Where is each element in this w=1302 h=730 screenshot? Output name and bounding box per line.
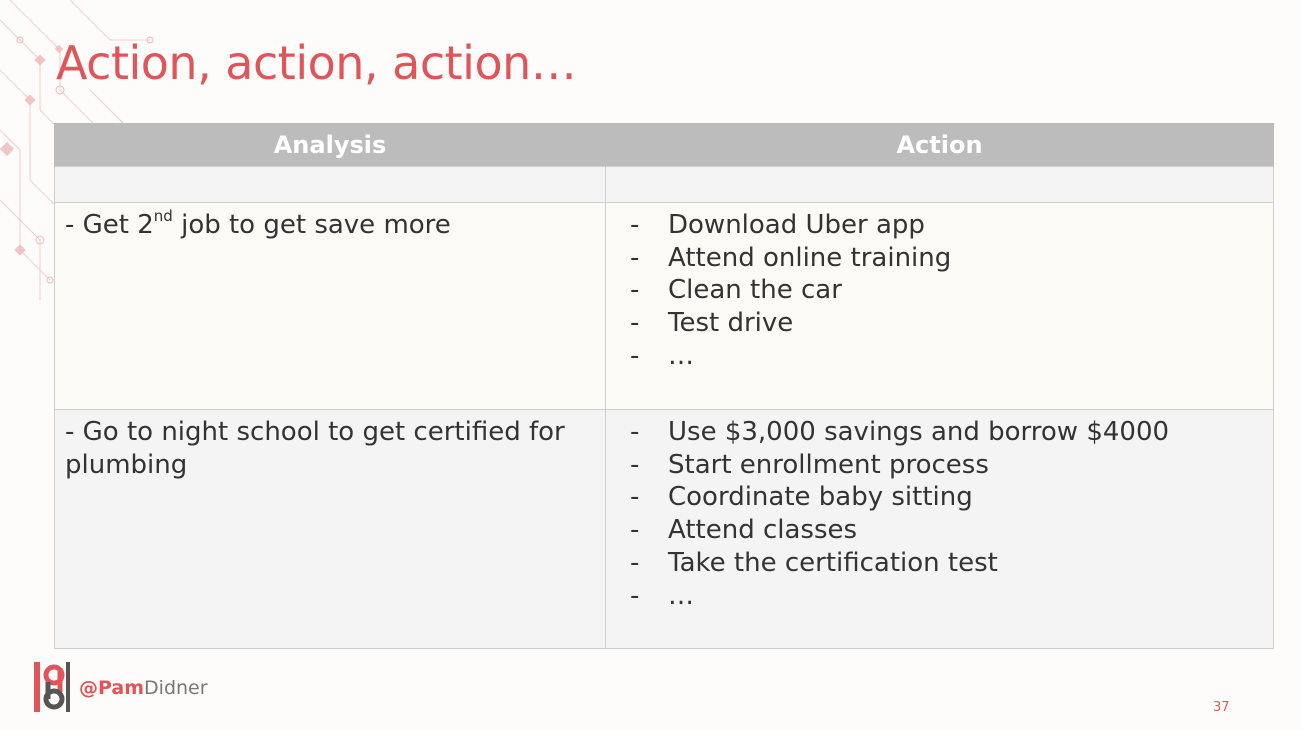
list-item	[616, 449, 1263, 482]
analysis-text-rest: job to get save more	[172, 210, 451, 240]
list-item	[616, 340, 1263, 373]
handle-at: @Pam	[79, 677, 145, 699]
ordinal-suffix: nd	[153, 207, 173, 226]
bullet-dash: -	[630, 449, 640, 480]
action-text: …	[668, 580, 694, 611]
table-header-row	[55, 123, 1274, 167]
action-text: …	[668, 340, 694, 371]
action-text: Clean the car	[668, 275, 842, 306]
bullet-dash: -	[630, 547, 640, 578]
table-row-empty	[55, 167, 1274, 203]
bullet-dash: -	[630, 482, 640, 513]
table-row	[55, 203, 1274, 410]
handle-name: Didner	[144, 677, 208, 699]
header-action: Action	[606, 123, 1274, 167]
bullet-dash: -	[630, 417, 640, 447]
action-list	[616, 209, 1263, 373]
empty-cell-analysis	[55, 167, 606, 203]
analysis-cell: - Go to night school to get certified for plumbing	[55, 410, 606, 649]
list-item	[616, 580, 1263, 613]
analysis-cell	[55, 203, 606, 410]
bullet-dash: -	[630, 340, 640, 371]
bullet-dash: -	[630, 275, 640, 306]
action-cell	[606, 203, 1274, 410]
list-item	[616, 274, 1263, 307]
table-row	[55, 410, 1274, 649]
action-text: Coordinate baby sitting	[668, 482, 973, 513]
pd-logo-icon	[34, 662, 70, 712]
bullet-dash: -	[630, 580, 640, 611]
analysis-action-table	[54, 123, 1274, 649]
action-text: Attend online training	[668, 242, 952, 273]
action-text: Use $3,000 savings and borrow $4000	[668, 417, 1170, 447]
empty-cell-action	[606, 167, 1274, 203]
bullet-dash: -	[630, 242, 640, 273]
action-text: Start enrollment process	[668, 449, 989, 480]
list-item	[616, 481, 1263, 514]
social-handle	[79, 677, 208, 699]
bullet-dash: -	[630, 515, 640, 546]
list-item	[616, 514, 1263, 547]
list-item	[616, 209, 1263, 242]
analysis-text: - Get 2	[65, 210, 154, 240]
action-text: Test drive	[668, 308, 794, 339]
bullet-dash: -	[630, 308, 640, 339]
action-text: Attend classes	[668, 515, 858, 546]
action-text: Download Uber app	[668, 210, 925, 240]
action-list	[616, 416, 1263, 612]
list-item	[616, 307, 1263, 340]
action-cell	[606, 410, 1274, 649]
bullet-dash: -	[630, 210, 640, 240]
action-text: Take the certification test	[668, 547, 998, 578]
page-number: 37	[1213, 700, 1230, 715]
header-analysis: Analysis	[55, 123, 606, 167]
list-item	[616, 547, 1263, 580]
list-item	[616, 242, 1263, 275]
slide-title: Action, action, action…	[56, 36, 577, 90]
list-item	[616, 416, 1263, 449]
